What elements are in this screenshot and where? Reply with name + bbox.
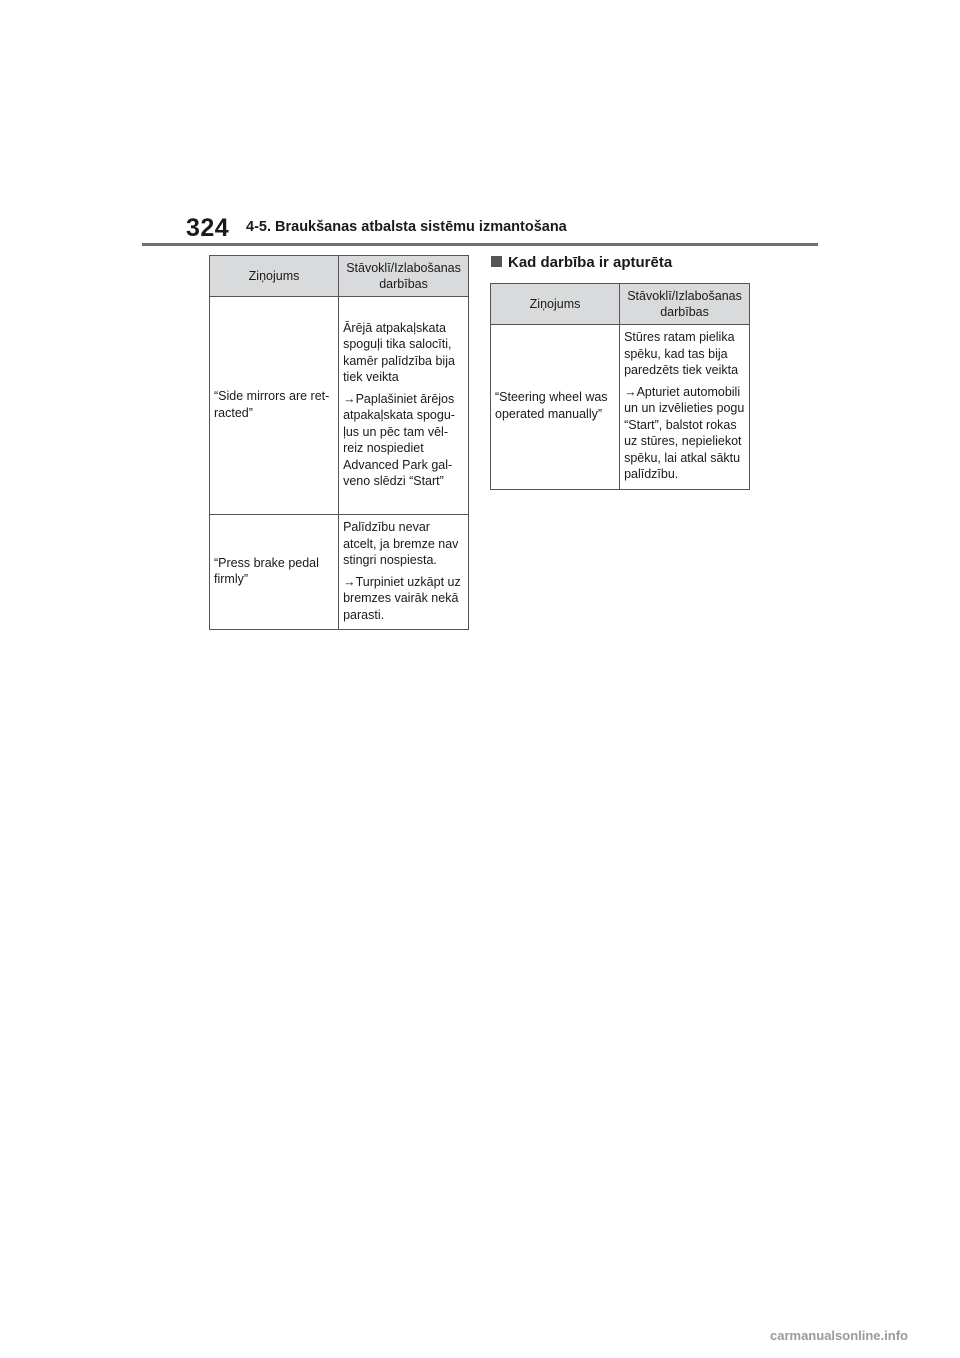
action-cell <box>339 515 469 630</box>
header-rule <box>142 243 818 246</box>
page-number: 324 <box>186 214 230 242</box>
action-text: →Apturiet automobili un un izvēlieties pogu “Start”, balstot rokas uz stūres, nepieliekot spēku, lai atkal sāktu palīdzību. <box>624 384 745 481</box>
table-header-row <box>491 284 750 325</box>
table-row <box>491 325 750 490</box>
condition-text: Ārējā atpakaļskata spoguļi tika salocīti, kamēr palīdzība bija tiek veikta <box>343 320 455 384</box>
message-cell: “Steering wheel was operated manually” <box>491 325 620 490</box>
message-cell: “Side mirrors are ret-racted” <box>210 297 339 515</box>
message-table-left <box>209 255 469 630</box>
table-row <box>210 515 469 630</box>
condition-text: Palīdzību nevar atcelt, ja bremze nav stingri nospiesta. <box>343 520 459 567</box>
section-heading-text: Kad darbība ir apturēta <box>508 254 673 271</box>
column-header-action: Stāvoklī/Izlabošanas darbības <box>620 284 750 325</box>
action-cell <box>620 325 750 490</box>
table-header-row <box>210 256 469 297</box>
watermark-logo: carmanualsonline.info <box>770 1328 908 1343</box>
chapter-title: 4-5. Braukšanas atbalsta sistēmu izmantošana <box>246 219 567 235</box>
condition-text: Stūres ratam pielika spēku, kad tas bija paredzēts tiek veikta <box>624 330 739 377</box>
action-text: →Turpiniet uzkāpt uz bremzes vairāk nekā parasti. <box>343 574 461 622</box>
message-cell: “Press brake pedal firmly” <box>210 515 339 630</box>
section-heading <box>491 254 672 271</box>
column-header-action: Stāvoklī/Izlabošanas darbības <box>339 256 469 297</box>
square-bullet-icon <box>491 256 502 267</box>
column-header-message: Ziņojums <box>210 256 339 297</box>
action-cell <box>339 297 469 515</box>
table-row <box>210 297 469 515</box>
action-text: →Paplašiniet ārējos atpakaļskata spogu-ļus un pēc tam vēl-reiz nospiediet Advanced Park gal-veno slēdzi “Start” <box>343 391 455 488</box>
column-header-message: Ziņojums <box>491 284 620 325</box>
message-table-right <box>490 283 750 490</box>
